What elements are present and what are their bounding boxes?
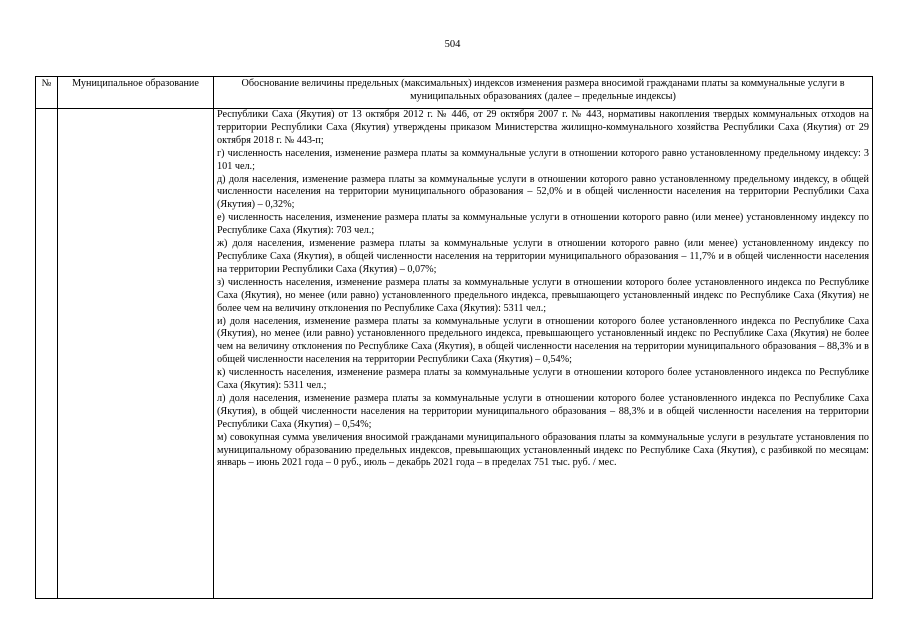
table-header-row xyxy=(36,77,873,109)
cell-number xyxy=(36,109,58,599)
paragraph-z: з) численность населения, изменение размера платы за коммунальные услуги в отношении которого более установленного индекса по Республике Саха (Якутия), но менее (или равно) установленного предельного индекса, превышающего установленный индекс по Республике Саха (Якутия) не более чем на величину отклонения по Республике Саха (Якутия): 5311 чел.; xyxy=(217,276,869,314)
paragraph-m: м) совокупная сумма увеличения вносимой гражданами муниципального образования платы за коммунальные услуги в результате установления по муниципальному образованию предельных индексов, превышающих установленный индекс по Республике Саха (Якутия), с разбивкой по месяцам: январь – июнь 2021 года – 0 руб., июль – декабрь 2021 года – в пределах 751 тыс. руб. / мес. xyxy=(217,431,869,469)
header-justification: Обоснование величины предельных (максимальных) индексов изменения размера вносимой гражданами платы за коммунальные услуги в муниципальных образованиях (далее – предельные индексы) xyxy=(214,77,873,109)
justification-table xyxy=(35,76,873,599)
page-number: 504 xyxy=(444,39,461,50)
paragraph-d: д) доля населения, изменение размера платы за коммунальные услуги в отношении которого равно установленному предельному индексу, в общей численности населения на территории муниципального образования – 52,0% и в общей численности населения на территории Республики Саха (Якутия) – 0,32%; xyxy=(217,173,869,211)
paragraph-i: и) доля населения, изменение размера платы за коммунальные услуги в отношении которого более установленного индекса по Республике Саха (Якутия), но менее (или равно) установленного предельного индекса, превышающего установленный индекс по Республике Саха (Якутия) не более чем на величину отклонения по Республике Саха (Якутия), в общей численности населения на территории муниципального образования – 88,3% и в общей численности населения на территории Республики Саха (Якутия) – 0,54%; xyxy=(217,315,869,366)
paragraph-e: е) численность населения, изменение размера платы за коммунальные услуги в отношении которого равно (или менее) установленному индексу по Республике Саха (Якутия): 703 чел.; xyxy=(217,212,869,237)
paragraph-k: к) численность населения, изменение размера платы за коммунальные услуги в отношении которого более установленного индекса по Республике Саха (Якутия): 5311 чел.; xyxy=(217,367,869,392)
cell-municipality xyxy=(58,109,214,599)
paragraph-zh: ж) доля населения, изменение размера платы за коммунальные услуги в отношении которого равно (или менее) установленному индексу по Республике Саха (Якутия), в общей численности населения на территории муниципального образования – 11,7% и в общей численности населения на территории Республики Саха (Якутия) – 0,07%; xyxy=(217,238,869,275)
table-row xyxy=(36,109,873,599)
paragraph-g: г) численность населения, изменение размера платы за коммунальные услуги в отношении которого равно установленному предельному индексу: 3 101 чел.; xyxy=(217,147,869,172)
cell-justification xyxy=(214,109,873,599)
paragraph-intro: Республики Саха (Якутия) от 13 октября 2012 г. № 446, от 29 октября 2007 г. № 443, нормативы накопления твердых коммунальных отходов на территории Республики Саха (Якутия) утверждены приказом Министерства жилищно-коммунального хозяйства Республики Саха (Якутия) от 29 октября 2018 г. № 443-п; xyxy=(217,109,869,146)
paragraph-l: л) доля населения, изменение размера платы за коммунальные услуги в отношении которого более установленного индекса по Республике Саха (Якутия), в общей численности населения на территории муниципального образования – 88,3% и в общей численности населения на территории Республики Саха (Якутия) – 0,54%; xyxy=(217,392,869,430)
header-number: № xyxy=(36,77,58,109)
header-municipality: Муниципальное образование xyxy=(58,77,214,109)
